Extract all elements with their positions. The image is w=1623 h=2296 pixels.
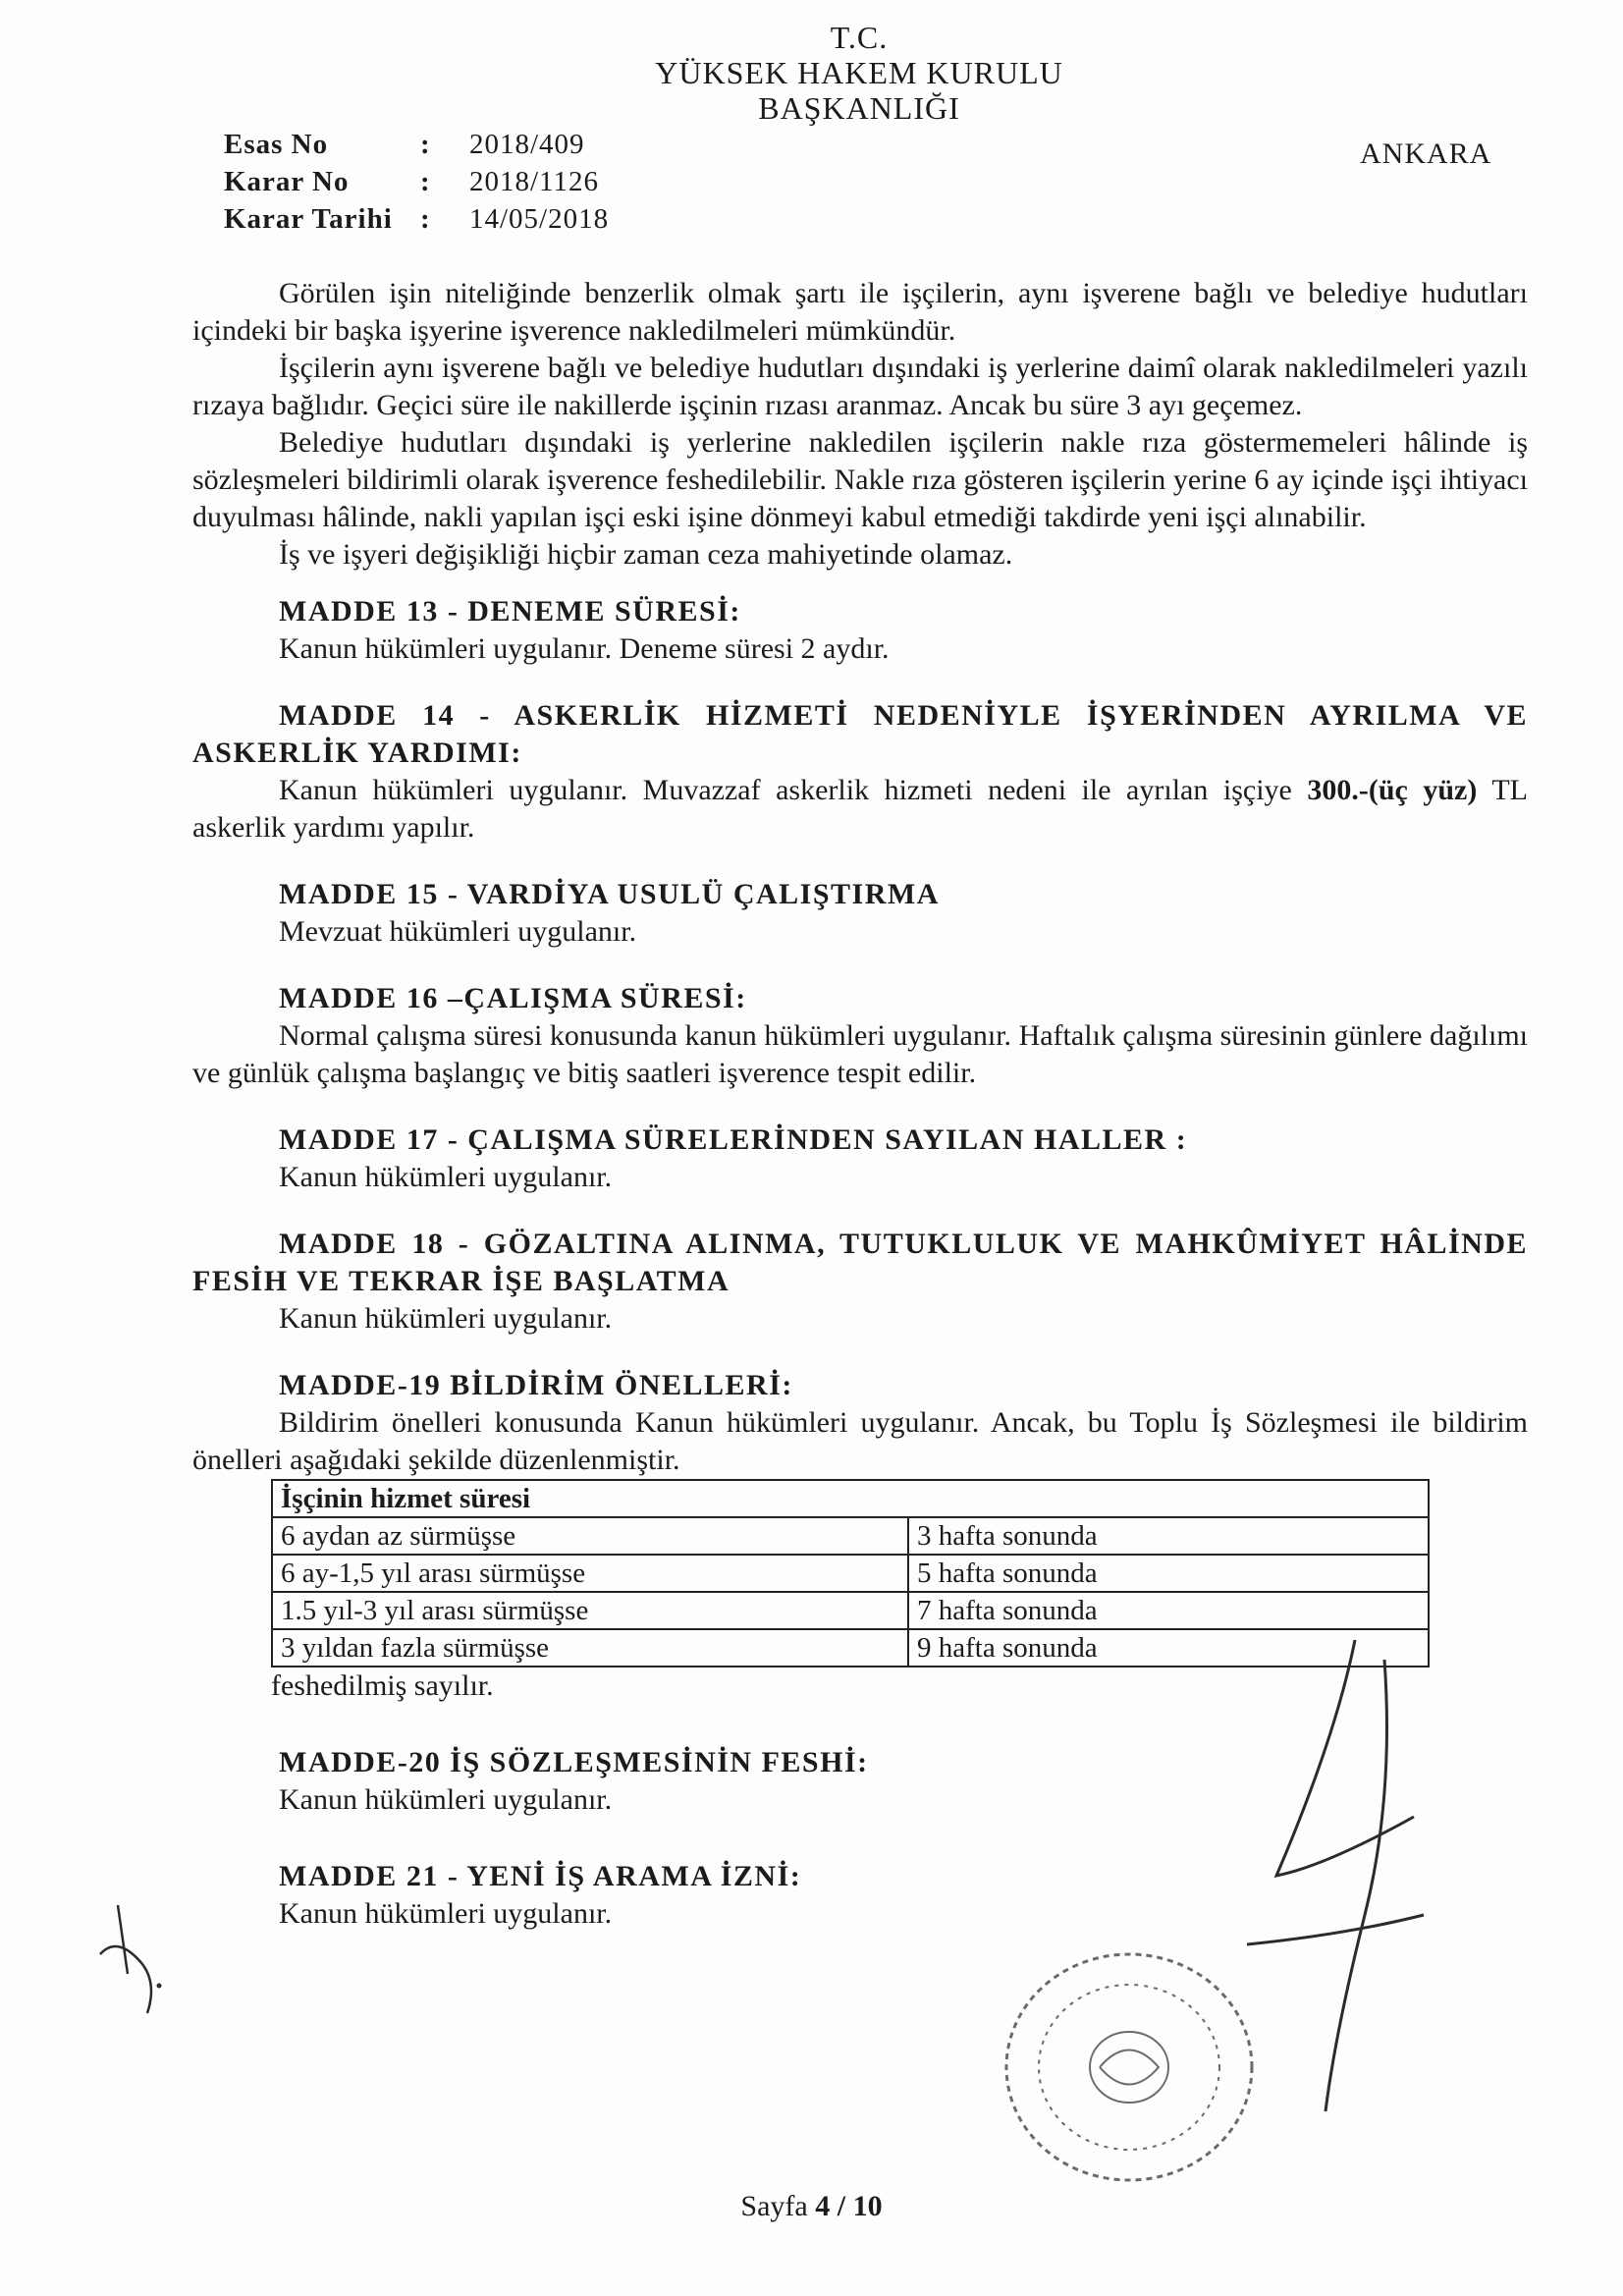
article-21-heading: MADDE 21 - YENİ İŞ ARAMA İZNİ: [279,1860,802,1892]
meta-row-tarih [224,200,609,238]
handwritten-initial-left [88,1895,177,2033]
article-14-text-a: Kanun hükümleri uygulanır. Muvazzaf askerlik hizmeti nedeni ile ayrılan işçiye [279,774,1308,806]
meta-colon: : [420,202,430,235]
article-14-heading: MADDE 14 - ASKERLİK HİZMETİ NEDENİYLE İŞYERİNDEN AYRILMA VE ASKERLİK YARDIMI: [192,699,1528,769]
official-stamp [992,1940,1267,2195]
page-prefix: Sayfa [740,2190,816,2222]
page-number [0,2190,1623,2223]
article-21-text: Kanun hükümleri uygulanır. [279,1897,613,1930]
meta-colon: : [420,165,430,197]
header-city: ANKARA [1360,137,1492,170]
notice-cell: 9 hafta sonunda [908,1629,1429,1667]
table-header-cell: İşçinin hizmet süresi [272,1480,1429,1517]
meta-value: 2018/1126 [469,165,599,197]
notice-cell: 5 hafta sonunda [908,1555,1429,1592]
article-20-heading: MADDE-20 İŞ SÖZLEŞMESİNİN FESHİ: [279,1746,869,1778]
case-meta [224,126,609,238]
meta-value: 14/05/2018 [469,202,610,235]
meta-label: Esas No [224,128,329,160]
article-14-amount: 300.-(üç yüz) [1307,774,1478,806]
header-tc: T.C. [830,20,889,55]
meta-row-karar [224,163,609,200]
institution-header [609,20,1109,126]
duration-cell: 6 ay-1,5 yıl arası sürmüşse [272,1555,908,1592]
paragraph: Görülen işin niteliğinde benzerlik olmak şartı ile işçilerin, aynı işverene bağlı ve belediye hudutları içindeki bir başka işyerine işverence nakledilmeleri mümkündür. [192,277,1528,347]
article-19-text: Bildirim önelleri konusunda Kanun hükümleri uygulanır. Ancak, bu Toplu İş Sözleşmesi ile bildirim önelleri aşağıdaki şekilde düzenlenmiştir. [192,1406,1528,1476]
article-14-text-c: TL askerlik yardımı yapılır. [192,774,1529,844]
article-18-heading: MADDE 18 - GÖZALTINA ALINMA, TUTUKLULUK VE MAHKÛMİYET HÂLİNDE FESİH VE TEKRAR İŞE BAŞLATMA [192,1228,1528,1297]
article-13-heading: MADDE 13 - DENEME SÜRESİ: [279,595,741,628]
paragraph: Belediye hudutları dışındaki iş yerlerine nakledilen işçilerin nakle rıza göstermemeleri hâlinde iş sözleşmeleri bildirimli olarak işverence feshedilebilir. Nakle rıza gösteren işçilerin yerine 6 ay içinde işçi ihtiyacı duyulması hâlinde, nakli yapılan işçi eski işine dönmeyi kabul etmediği takdirde yeni işçi alınabilir. [192,426,1528,533]
duration-cell: 6 aydan az sürmüşse [272,1517,908,1555]
paragraph: İş ve işyeri değişikliği hiçbir zaman ceza mahiyetinde olamaz. [279,538,1013,571]
duration-cell: 3 yıldan fazla sürmüşse [272,1629,908,1667]
article-19-heading: MADDE-19 BİLDİRİM ÖNELLERİ: [279,1369,793,1401]
header-institution: YÜKSEK HAKEM KURULU [655,55,1063,90]
article-14-text [192,772,1528,847]
meta-label: Karar No [224,165,350,197]
duration-cell: 1.5 yıl-3 yıl arası sürmüşse [272,1592,908,1629]
article-17-text: Kanun hükümleri uygulanır. [279,1161,613,1193]
article-15-text: Mevzuat hükümleri uygulanır. [279,915,637,948]
meta-label: Karar Tarihi [224,202,393,235]
article-20-text: Kanun hükümleri uygulanır. [279,1783,613,1816]
article-19-after: feshedilmiş sayılır. [271,1669,494,1702]
page-value: 4 / 10 [815,2190,883,2222]
article-16-text: Normal çalışma süresi konusunda kanun hükümleri uygulanır. Haftalık çalışma süresinin günlere dağılımı ve günlük çalışma başlangıç ve bitiş saatleri işverence tespit edilir. [192,1019,1528,1089]
meta-value: 2018/409 [469,128,585,160]
article-17-heading: MADDE 17 - ÇALIŞMA SÜRELERİNDEN SAYILAN HALLER : [279,1123,1188,1156]
article-18-text: Kanun hükümleri uygulanır. [279,1302,613,1335]
table-row [272,1517,1429,1555]
meta-row-esas [224,126,609,163]
article-16-heading: MADDE 16 –ÇALIŞMA SÜRESİ: [279,982,747,1014]
table-row [272,1555,1429,1592]
article-13-text: Kanun hükümleri uygulanır. Deneme süresi 2 aydır. [279,632,890,665]
table-header-row [272,1480,1429,1517]
paragraph: İşçilerin aynı işverene bağlı ve belediye hudutları dışındaki iş yerlerine daimî olarak nakledilmeleri yazılı rızaya bağlıdır. Geçici süre ile nakillerde işçinin rızası aranmaz. Ancak bu süre 3 ayı geçemez. [192,352,1528,421]
notice-cell: 3 hafta sonunda [908,1517,1429,1555]
article-15-heading: MADDE 15 - VARDİYA USULÜ ÇALIŞTIRMA [279,878,940,910]
notice-cell: 7 hafta sonunda [908,1592,1429,1629]
meta-colon: : [420,128,430,160]
header-presidency: BAŞKANLIĞI [758,90,960,126]
